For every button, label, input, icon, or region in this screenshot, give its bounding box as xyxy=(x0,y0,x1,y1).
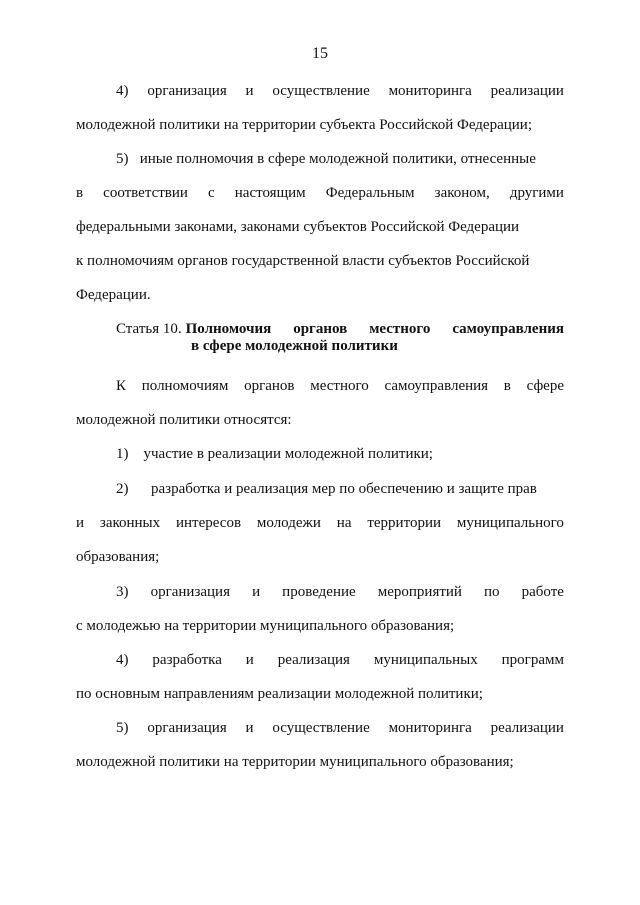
word: полномочиям xyxy=(141,378,229,394)
word: программ xyxy=(501,652,564,668)
word: органов xyxy=(244,378,295,394)
article-title xyxy=(186,320,564,338)
word: 3) xyxy=(116,584,129,600)
word: на xyxy=(336,515,352,531)
word: организация xyxy=(150,584,230,600)
word: местного xyxy=(369,321,431,337)
word: самоуправления xyxy=(452,321,564,337)
item-1: 1) участие в реализации молодежной политики; xyxy=(116,446,433,462)
item-3-line-1 xyxy=(116,583,564,601)
word: и xyxy=(245,720,254,736)
word: мероприятий xyxy=(377,584,462,600)
word: с xyxy=(208,185,215,201)
word: 5) xyxy=(116,720,129,736)
word: муниципального xyxy=(456,515,564,531)
word: соответствии xyxy=(103,185,188,201)
region-item-5-line-3: федеральными законами, законами субъектов Российской Федерации xyxy=(76,219,520,235)
word: территории xyxy=(367,515,441,531)
word: по xyxy=(484,584,500,600)
intro-line-1 xyxy=(116,377,564,395)
region-item-4-line-1 xyxy=(116,82,564,100)
word: сфере xyxy=(526,378,564,394)
word: осуществление xyxy=(272,720,370,736)
item-5-line-1 xyxy=(116,719,564,737)
item-2-line-2 xyxy=(76,514,564,532)
word: Полномочия xyxy=(185,321,272,337)
word: и xyxy=(245,652,254,668)
word: реализации xyxy=(490,720,564,736)
region-item-5-line-5: Федерации. xyxy=(76,287,151,303)
word: 4) xyxy=(116,652,129,668)
word: мониторинга xyxy=(388,83,472,99)
word: законом, xyxy=(434,185,490,201)
word: проведение xyxy=(282,584,356,600)
word: настоящим xyxy=(234,185,306,201)
word: законных xyxy=(99,515,161,531)
page-number: 15 xyxy=(312,45,328,62)
region-item-5-line-2 xyxy=(76,184,564,202)
word: в xyxy=(503,378,511,394)
word: самоуправления xyxy=(384,378,489,394)
word: 4) xyxy=(116,83,129,99)
word: в xyxy=(76,185,84,201)
region-item-5-line-1: 5) иные полномочия в сфере молодежной политики, отнесенные xyxy=(116,151,536,167)
word: интересов xyxy=(176,515,242,531)
word: муниципальных xyxy=(373,652,478,668)
word: и xyxy=(76,515,85,531)
word: организация xyxy=(147,720,227,736)
word: другими xyxy=(509,185,564,201)
item-4-line-2: по основным направлениям реализации молодежной политики; xyxy=(76,686,483,702)
word: мониторинга xyxy=(388,720,472,736)
article-label: Статья 10. xyxy=(116,321,182,337)
intro-line-2: молодежной политики относятся: xyxy=(76,412,292,428)
word: реализации xyxy=(490,83,564,99)
item-3-line-2: с молодежью на территории муниципального образования; xyxy=(76,618,455,634)
word: осуществление xyxy=(272,83,370,99)
word: К xyxy=(116,378,127,394)
word: молодежи xyxy=(256,515,321,531)
word: местного xyxy=(310,378,369,394)
word: Федеральным xyxy=(325,185,415,201)
word: организация xyxy=(147,83,227,99)
word: реализация xyxy=(277,652,350,668)
word: работе xyxy=(521,584,564,600)
article-heading-line-1 xyxy=(116,320,564,338)
item-2-line-3: образования; xyxy=(76,549,160,565)
item-5-line-2: молодежной политики на территории муниципального образования; xyxy=(76,754,514,770)
region-item-4-line-2: молодежной политики на территории субъекта Российской Федерации; xyxy=(76,117,532,133)
article-heading-line-2: в сфере молодежной политики xyxy=(191,338,398,354)
word: и xyxy=(252,584,261,600)
item-4-line-1 xyxy=(116,651,564,669)
word: и xyxy=(245,83,254,99)
region-item-5-line-4: к полномочиям органов государственной власти субъектов Российской xyxy=(76,253,530,269)
item-2-line-1: 2) разработка и реализация мер по обеспечению и защите прав xyxy=(116,481,537,497)
word: разработка xyxy=(152,652,222,668)
word: органов xyxy=(293,321,348,337)
